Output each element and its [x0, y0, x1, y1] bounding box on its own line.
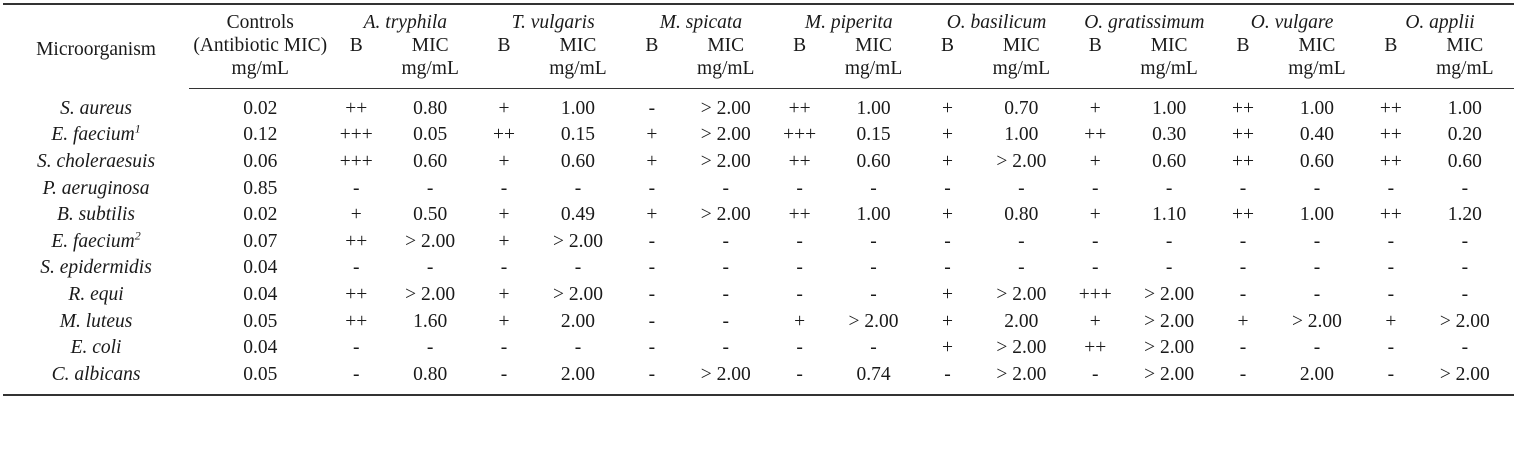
b-score: + [498, 283, 510, 305]
header-row-labels [3, 34, 1514, 57]
b-score: - [353, 177, 360, 199]
table-body [3, 89, 1514, 395]
table-row [3, 361, 1514, 395]
organism-label: S. choleraesuis [36, 150, 156, 172]
header-species: O. gratissimum [1070, 4, 1218, 34]
b-score: ++ [1232, 150, 1255, 172]
b-score: - [1387, 230, 1395, 252]
control-mic: 0.06 [243, 150, 278, 172]
b-score: + [498, 310, 510, 332]
header-mic-unit: mg/mL [1416, 57, 1514, 89]
mic-value: - [722, 283, 729, 305]
mic-value: - [722, 230, 729, 252]
mic-value: - [426, 177, 434, 199]
b-score: - [479, 361, 529, 395]
mic-value: 2.00 [529, 361, 627, 395]
organism-label: P. aeruginosa [42, 177, 150, 199]
mic-value: 0.80 [413, 97, 448, 119]
b-score: - [796, 177, 803, 199]
mic-value: - [1165, 230, 1173, 252]
header-b: B [1384, 35, 1398, 56]
b-score: - [1091, 177, 1099, 199]
header-mic: MIC [1446, 35, 1484, 56]
organism-name [3, 228, 189, 255]
header-mic-unit: mg/mL [1120, 57, 1218, 89]
b-score: + [941, 97, 953, 119]
b-score: - [353, 257, 360, 279]
header-controls-line3: mg/mL [189, 57, 331, 89]
header-mic-unit: mg/mL [677, 57, 775, 89]
header-mic: MIC [411, 35, 449, 56]
table-row [3, 308, 1514, 335]
organism-name [3, 361, 189, 395]
b-score: + [1089, 150, 1101, 172]
mic-value: - [870, 337, 877, 359]
mic-value: > 2.00 [848, 310, 899, 332]
table-row [3, 334, 1514, 361]
mic-value: > 2.00 [972, 361, 1070, 395]
b-score: - [944, 257, 951, 279]
header-b: B [645, 35, 659, 56]
mic-value: 1.60 [413, 310, 448, 332]
b-score: - [648, 310, 656, 332]
b-score: ++ [1232, 124, 1255, 146]
mic-value: - [1313, 257, 1321, 279]
organism-label: E. faecium [51, 230, 135, 252]
header-mic: MIC [707, 35, 745, 56]
mic-value: 1.00 [1299, 204, 1334, 226]
b-score: +++ [1078, 283, 1112, 305]
b-score: ++ [1379, 150, 1402, 172]
mic-value: > 2.00 [405, 230, 456, 252]
mic-value: > 2.00 [700, 204, 751, 226]
b-score: ++ [1232, 97, 1255, 119]
mic-value: - [722, 257, 729, 279]
b-score: + [498, 150, 510, 172]
mic-value: - [722, 177, 729, 199]
mic-value: - [1461, 230, 1469, 252]
b-score: ++ [493, 124, 516, 146]
header-b-spacer [1218, 57, 1268, 89]
mic-value: - [870, 230, 877, 252]
mic-value: 2.00 [1004, 310, 1039, 332]
mic-value: > 2.00 [1439, 310, 1490, 332]
header-mic-unit: mg/mL [824, 57, 922, 89]
mic-value: 1.00 [856, 204, 891, 226]
header-mic-unit: mg/mL [1268, 57, 1366, 89]
mic-value: - [870, 177, 877, 199]
mic-value: > 2.00 [996, 337, 1047, 359]
mic-value: 1.00 [1447, 97, 1482, 119]
b-score: + [794, 310, 806, 332]
b-score: +++ [339, 124, 373, 146]
mic-value: > 2.00 [700, 97, 751, 119]
mic-value: > 2.00 [1144, 310, 1195, 332]
b-score: - [500, 257, 508, 279]
mic-value: 2.00 [1268, 361, 1366, 395]
mic-value: - [1018, 257, 1025, 279]
organism-label: C. albicans [51, 363, 141, 385]
table-row [3, 201, 1514, 228]
header-b-spacer [627, 57, 677, 89]
mic-value: - [1313, 230, 1321, 252]
header-species: T. vulgaris [479, 4, 627, 34]
mic-value: - [574, 337, 582, 359]
b-score: ++ [788, 97, 811, 119]
header-b: B [497, 35, 511, 56]
header-species: A. tryphila [331, 4, 479, 34]
mic-value: - [1018, 230, 1025, 252]
mic-value: 1.00 [856, 97, 891, 119]
organism-name [3, 334, 189, 361]
mic-value: 1.00 [560, 97, 596, 119]
b-score: - [796, 283, 803, 305]
organism-name [3, 255, 189, 282]
b-score: - [796, 257, 803, 279]
b-score: - [1239, 230, 1247, 252]
b-score: + [350, 204, 362, 226]
b-score: - [1387, 283, 1395, 305]
mic-value: 0.15 [560, 124, 596, 146]
mic-value: > 2.00 [405, 283, 456, 305]
organism-label: E. faecium [51, 124, 135, 146]
table-header [3, 4, 1514, 89]
header-controls-line1: Controls [189, 4, 331, 34]
mic-value: > 2.00 [1291, 310, 1342, 332]
b-score: + [941, 337, 953, 359]
mic-value: - [1165, 257, 1173, 279]
mic-value: > 2.00 [996, 283, 1047, 305]
b-score: + [1089, 204, 1101, 226]
mic-value: - [870, 257, 877, 279]
header-b-spacer [331, 57, 381, 89]
b-score: - [648, 283, 656, 305]
mic-value: 0.74 [824, 361, 922, 395]
mic-value: > 2.00 [996, 150, 1047, 172]
header-species: M. spicata [627, 4, 775, 34]
mic-value: - [574, 257, 582, 279]
control-mic: 0.04 [243, 257, 278, 279]
mic-value: 0.49 [560, 204, 596, 226]
control-mic: 0.85 [243, 177, 278, 199]
b-score: - [1387, 177, 1395, 199]
mic-value: 0.40 [1299, 124, 1334, 146]
mic-value: - [1313, 283, 1321, 305]
mic-value: > 2.00 [1144, 283, 1195, 305]
table-row [3, 148, 1514, 175]
b-score: - [1070, 361, 1120, 395]
b-score: +++ [339, 150, 373, 172]
mic-value: 0.50 [413, 204, 448, 226]
strain-superscript: 2 [134, 228, 141, 243]
mic-value: - [722, 310, 729, 332]
b-score: - [944, 230, 951, 252]
b-score: - [796, 230, 803, 252]
header-row-species [3, 4, 1514, 34]
b-score: - [627, 361, 677, 395]
b-score: +++ [783, 124, 817, 146]
control-mic: 0.07 [243, 230, 278, 252]
b-score: - [1239, 177, 1247, 199]
b-score: ++ [1084, 337, 1107, 359]
mic-value: - [426, 337, 434, 359]
mic-value: 0.60 [1299, 150, 1334, 172]
organism-name [3, 175, 189, 202]
header-species: O. basilicum [923, 4, 1071, 34]
organism-name [3, 148, 189, 175]
mic-value: - [870, 283, 877, 305]
b-score: + [1089, 97, 1101, 119]
header-b: B [940, 35, 954, 56]
b-score: + [646, 150, 658, 172]
b-score: + [941, 283, 953, 305]
mic-value: - [1313, 337, 1321, 359]
b-score: - [331, 361, 381, 395]
control-mic: 0.04 [243, 337, 278, 359]
b-score: + [941, 204, 953, 226]
mic-value: 1.10 [1152, 204, 1187, 226]
header-b-spacer [1366, 57, 1416, 89]
b-score: - [1387, 257, 1395, 279]
mic-value: > 2.00 [700, 124, 751, 146]
b-score: - [775, 361, 825, 395]
strain-superscript: 1 [134, 121, 141, 136]
header-b: B [1088, 35, 1102, 56]
mic-value: 2.00 [560, 310, 596, 332]
b-score: + [941, 124, 953, 146]
mic-value: 0.80 [1004, 204, 1039, 226]
mic-value: 1.00 [1152, 97, 1187, 119]
header-b-spacer [1070, 57, 1120, 89]
b-score: - [648, 97, 656, 119]
mic-value: 0.60 [1447, 150, 1482, 172]
mic-value: 0.60 [856, 150, 891, 172]
mic-value: > 2.00 [1120, 361, 1218, 395]
b-score: ++ [788, 204, 811, 226]
b-score: ++ [1379, 124, 1402, 146]
header-mic-unit: mg/mL [529, 57, 627, 89]
header-b: B [349, 35, 363, 56]
header-species: M. piperita [775, 4, 923, 34]
mic-value: 0.05 [413, 124, 448, 146]
b-score: ++ [345, 97, 368, 119]
b-score: ++ [1084, 124, 1107, 146]
header-b-spacer [775, 57, 825, 89]
b-score: + [1385, 310, 1397, 332]
b-score: - [648, 337, 656, 359]
mic-value: 1.00 [1299, 97, 1334, 119]
b-score: - [1091, 230, 1099, 252]
header-controls-line2: (Antibiotic MIC) [193, 35, 328, 56]
mic-value: 0.60 [1152, 150, 1187, 172]
b-score: + [1237, 310, 1249, 332]
b-score: + [941, 150, 953, 172]
b-score: - [1366, 361, 1416, 395]
organism-name [3, 122, 189, 149]
header-mic: MIC [855, 35, 892, 56]
organism-name [3, 201, 189, 228]
mic-value: - [1165, 177, 1173, 199]
mic-value: - [1018, 177, 1025, 199]
table-row [3, 281, 1514, 308]
organism-label: S. epidermidis [40, 257, 152, 279]
mic-value: - [1461, 337, 1469, 359]
header-mic: MIC [559, 35, 597, 56]
header-mic: MIC [1298, 35, 1336, 56]
b-score: ++ [1379, 204, 1402, 226]
control-mic: 0.05 [189, 361, 331, 395]
mic-value: > 2.00 [1416, 361, 1514, 395]
control-mic: 0.04 [243, 283, 278, 305]
header-b: B [1236, 35, 1250, 56]
b-score: - [648, 257, 656, 279]
b-score: + [498, 230, 510, 252]
b-score: - [923, 361, 973, 395]
b-score: + [941, 310, 953, 332]
mic-value: 0.60 [413, 150, 448, 172]
mic-value: > 2.00 [1144, 337, 1195, 359]
b-score: - [500, 177, 508, 199]
mic-value: > 2.00 [552, 230, 603, 252]
header-species: O. vulgare [1218, 4, 1366, 34]
mic-value: 0.80 [381, 361, 479, 395]
organism-label: M. luteus [59, 310, 133, 332]
organism-name [3, 281, 189, 308]
b-score: - [1387, 337, 1395, 359]
organism-label: R. equi [68, 283, 124, 305]
mic-value: - [722, 337, 729, 359]
b-score: - [1218, 361, 1268, 395]
mic-value: 0.60 [560, 150, 596, 172]
mic-value: 0.20 [1447, 124, 1482, 146]
b-score: ++ [345, 230, 368, 252]
antimicrobial-activity-table [3, 3, 1514, 396]
header-microorganism: Microorganism [3, 4, 189, 89]
header-b-spacer [479, 57, 529, 89]
b-score: - [1239, 257, 1247, 279]
b-score: ++ [1232, 204, 1255, 226]
mic-value: - [1461, 257, 1469, 279]
b-score: + [1089, 310, 1101, 332]
mic-value: 0.70 [1004, 97, 1039, 119]
control-mic: 0.12 [243, 124, 278, 146]
mic-value: - [574, 177, 582, 199]
organism-name [3, 308, 189, 335]
b-score: - [944, 177, 951, 199]
control-mic: 0.02 [243, 97, 278, 119]
header-mic-unit: mg/mL [381, 57, 479, 89]
mic-value: - [1461, 283, 1469, 305]
header-species: O. applii [1366, 4, 1514, 34]
b-score: ++ [1379, 97, 1402, 119]
header-b-spacer [923, 57, 973, 89]
table-row [3, 228, 1514, 255]
header-row-units [3, 57, 1514, 89]
table-row [3, 255, 1514, 282]
mic-value: 1.00 [1004, 124, 1039, 146]
b-score: + [498, 97, 510, 119]
organism-name [3, 89, 189, 122]
organism-label: E. coli [70, 337, 122, 359]
organism-label: B. subtilis [57, 204, 136, 226]
mic-value: > 2.00 [677, 361, 775, 395]
mic-value: 0.30 [1152, 124, 1187, 146]
header-mic: MIC [1002, 35, 1040, 56]
b-score: + [498, 204, 510, 226]
organism-label: S. aureus [60, 97, 132, 119]
b-score: - [1239, 337, 1247, 359]
table-row [3, 175, 1514, 202]
b-score: - [796, 337, 803, 359]
table-row [3, 122, 1514, 149]
b-score: + [646, 204, 658, 226]
control-mic: 0.02 [243, 204, 278, 226]
header-b: B [793, 35, 807, 56]
b-score: ++ [788, 150, 811, 172]
b-score: - [1091, 257, 1099, 279]
mic-value: - [1461, 177, 1469, 199]
b-score: ++ [345, 283, 368, 305]
b-score: + [646, 124, 658, 146]
b-score: - [500, 337, 508, 359]
table-row [3, 89, 1514, 122]
control-mic: 0.05 [243, 310, 278, 332]
mic-value: 1.20 [1447, 204, 1482, 226]
b-score: - [648, 177, 656, 199]
b-score: - [1239, 283, 1247, 305]
mic-value: > 2.00 [700, 150, 751, 172]
b-score: - [648, 230, 656, 252]
b-score: ++ [345, 310, 368, 332]
mic-value: > 2.00 [552, 283, 603, 305]
mic-value: 0.15 [856, 124, 891, 146]
b-score: - [353, 337, 360, 359]
header-mic-unit: mg/mL [972, 57, 1070, 89]
header-mic: MIC [1150, 35, 1188, 56]
mic-value: - [1313, 177, 1321, 199]
mic-value: - [426, 257, 434, 279]
